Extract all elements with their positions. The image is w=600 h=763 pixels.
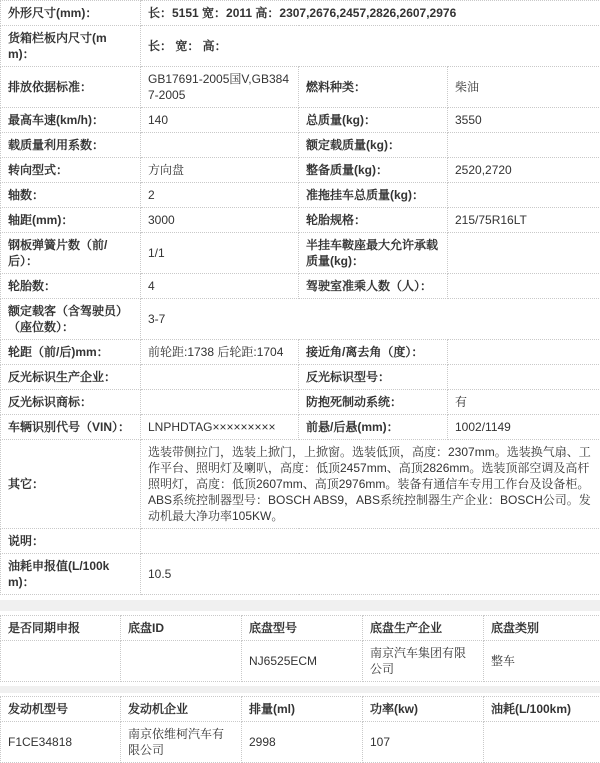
engine-cell: F1CE34818 [1, 722, 121, 763]
spec-row [1, 158, 600, 183]
spec-row [1, 208, 600, 233]
spec-value: GB17691-2005国V,GB3847-2005 [141, 67, 299, 108]
spec-label: 钢板弹簧片数（前/后）： [1, 233, 141, 274]
spec-value: 10.5 [141, 554, 600, 595]
spec-value: 1002/1149 [448, 415, 600, 440]
spec-label: 车辆识别代号（VIN）： [1, 415, 141, 440]
chassis-table [0, 615, 600, 682]
spec-label: 轮距（前/后)mm： [1, 340, 141, 365]
spec-value: 2 [141, 183, 299, 208]
chassis-table-body [1, 641, 600, 682]
spec-label: 轴数： [1, 183, 141, 208]
chassis-cell: 整车 [484, 641, 600, 682]
spec-label: 半挂车鞍座最大允许承载质量(kg)： [299, 233, 448, 274]
spec-label: 油耗申报值(L/100km)： [1, 554, 141, 595]
spec-row [1, 233, 600, 274]
spec-value: 3-7 [141, 299, 600, 340]
spec-row [1, 365, 600, 390]
engine-header-cell: 发动机企业 [121, 697, 242, 722]
spec-value [141, 133, 299, 158]
spec-label: 货箱栏板内尺寸(mm)： [1, 26, 141, 67]
spec-value: 215/75R16LT [448, 208, 600, 233]
spec-value: 140 [141, 108, 299, 133]
spec-value [448, 340, 600, 365]
spec-label: 接近角/离去角（度）： [299, 340, 448, 365]
spec-label: 轮胎数： [1, 274, 141, 299]
table-gap-divider [0, 600, 600, 611]
chassis-cell: 南京汽车集团有限公司 [363, 641, 484, 682]
engine-table [0, 696, 600, 763]
chassis-cell [121, 641, 242, 682]
spec-value: 有 [448, 390, 600, 415]
spec-value [141, 390, 299, 415]
engine-header-row [1, 697, 600, 722]
spec-row [1, 340, 600, 365]
chassis-cell [1, 641, 121, 682]
engine-cell: 107 [363, 722, 484, 763]
engine-cell [484, 722, 600, 763]
spec-value: 选装带侧拉门，选装上掀门，上掀窗。选装低顶，高度：2307mm。选装换气扇、工作平台、照明灯及喇叭，高度：低顶2457mm、高顶2826mm。选装顶部空调及高杆照明灯，高度：低顶2607mm、高顶2976mm。装备有通信车专用工作台及设备柜。ABS系统控制器型号：BOSCH ABS9，ABS系统控制器生产企业：BOSCH公司。发动机最大净功率105KW。 [141, 440, 600, 529]
spec-value [448, 274, 600, 299]
spec-label: 准拖挂车总质量(kg)： [299, 183, 448, 208]
spec-value: 柴油 [448, 67, 600, 108]
spec-value: 方向盘 [141, 158, 299, 183]
spec-label: 载质量利用系数： [1, 133, 141, 158]
spec-value [448, 365, 600, 390]
chassis-header-cell: 底盘型号 [242, 616, 363, 641]
spec-value: 4 [141, 274, 299, 299]
spec-label: 防抱死制动系统： [299, 390, 448, 415]
spec-label: 额定载客（含驾驶员）（座位数）： [1, 299, 141, 340]
chassis-header-row [1, 616, 600, 641]
engine-header-cell: 发动机型号 [1, 697, 121, 722]
spec-label: 排放依据标准： [1, 67, 141, 108]
spec-row [1, 26, 600, 67]
spec-row [1, 67, 600, 108]
spec-row [1, 440, 600, 529]
spec-value: 3550 [448, 108, 600, 133]
spec-label: 外形尺寸(mm)： [1, 1, 141, 26]
spec-row [1, 415, 600, 440]
chassis-header-cell: 底盘ID [121, 616, 242, 641]
spec-value: 3000 [141, 208, 299, 233]
spec-value: 1/1 [141, 233, 299, 274]
spec-label: 转向型式： [1, 158, 141, 183]
chassis-header-cell: 是否同期申报 [1, 616, 121, 641]
spec-value [141, 365, 299, 390]
spec-value: 长： 宽： 高： [141, 26, 600, 67]
spec-value: LNPHDTAG××××××××× [141, 415, 299, 440]
spec-row [1, 183, 600, 208]
engine-cell: 南京依维柯汽车有限公司 [121, 722, 242, 763]
spec-row [1, 108, 600, 133]
spec-label: 反光标识生产企业： [1, 365, 141, 390]
spec-label: 额定载质量(kg)： [299, 133, 448, 158]
spec-value: 前轮距:1738 后轮距:1704 [141, 340, 299, 365]
spec-value: 2520,2720 [448, 158, 600, 183]
spec-label: 说明： [1, 529, 141, 554]
engine-header-cell: 排量(ml) [242, 697, 363, 722]
spec-label: 其它： [1, 440, 141, 529]
spec-row [1, 554, 600, 595]
spec-value [448, 233, 600, 274]
chassis-data-row [1, 641, 600, 682]
spec-value [448, 133, 600, 158]
engine-table-body [1, 722, 600, 763]
spec-row [1, 1, 600, 26]
chassis-header-cell: 底盘生产企业 [363, 616, 484, 641]
spec-label: 最高车速(km/h)： [1, 108, 141, 133]
engine-header-cell: 油耗(L/100km) [484, 697, 600, 722]
spec-label: 整备质量(kg)： [299, 158, 448, 183]
spec-label: 驾驶室准乘人数（人）： [299, 274, 448, 299]
spec-value [448, 183, 600, 208]
spec-label: 轴距(mm)： [1, 208, 141, 233]
main-spec-table-body [1, 1, 600, 595]
spec-label: 总质量(kg)： [299, 108, 448, 133]
spec-label: 燃料种类： [299, 67, 448, 108]
spec-label: 前悬/后悬(mm)： [299, 415, 448, 440]
engine-data-row [1, 722, 600, 763]
spec-row [1, 299, 600, 340]
spec-row [1, 133, 600, 158]
chassis-header-cell: 底盘类别 [484, 616, 600, 641]
spec-value [141, 529, 600, 554]
spec-label: 轮胎规格： [299, 208, 448, 233]
spec-row [1, 274, 600, 299]
spec-row [1, 529, 600, 554]
spec-value: 长：5151 宽：2011 高：2307,2676,2457,2826,2607,2976 [141, 1, 600, 26]
spec-label: 反光标识型号： [299, 365, 448, 390]
spec-row [1, 390, 600, 415]
engine-header-cell: 功率(kw) [363, 697, 484, 722]
chassis-cell: NJ6525ECM [242, 641, 363, 682]
spec-label: 反光标识商标： [1, 390, 141, 415]
engine-cell: 2998 [242, 722, 363, 763]
table-gap-divider [0, 686, 600, 693]
